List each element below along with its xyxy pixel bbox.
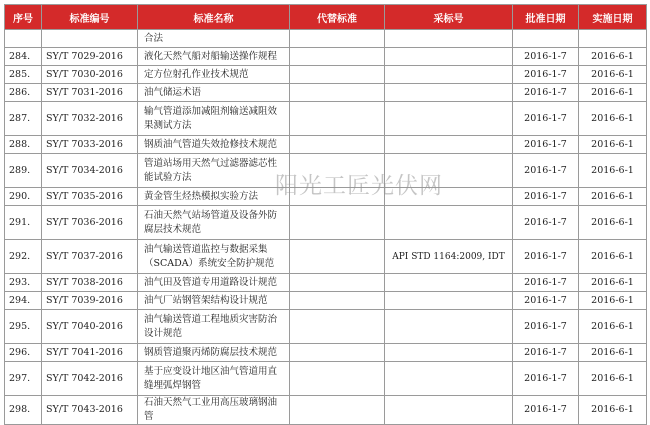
cell-code: SY/T 7031-2016 <box>42 84 138 102</box>
cell-name: 钢质管道聚丙烯防腐层技术规范 <box>138 344 290 362</box>
cell-replaced <box>290 154 385 188</box>
cell-code: SY/T 7043-2016 <box>42 396 138 425</box>
table-row <box>5 48 647 66</box>
cell-implement-date: 2016-6-1 <box>579 274 647 292</box>
cell-replaced <box>290 274 385 292</box>
cell-code: SY/T 7029-2016 <box>42 48 138 66</box>
cell-name: 输气管道添加减阻剂输送减阻效果测试方法 <box>138 102 290 136</box>
table-row <box>5 310 647 344</box>
table-row <box>5 66 647 84</box>
table-row <box>5 396 647 425</box>
cell-name: 石油天然气站场管道及设备外防腐层技术规范 <box>138 206 290 240</box>
cell-approve-date: 2016-1-7 <box>513 136 579 154</box>
table-row <box>5 362 647 396</box>
cell-name: 合法 <box>138 30 290 48</box>
cell-adopted <box>385 310 513 344</box>
cell-adopted <box>385 66 513 84</box>
cell-name: 管道站场用天然气过滤器滤芯性能试验方法 <box>138 154 290 188</box>
header-name: 标准名称 <box>138 5 290 30</box>
cell-replaced <box>290 396 385 425</box>
cell-code: SY/T 7034-2016 <box>42 154 138 188</box>
cell-no: 292. <box>5 240 42 274</box>
cell-replaced <box>290 188 385 206</box>
cell-approve-date: 2016-1-7 <box>513 362 579 396</box>
cell-implement-date: 2016-6-1 <box>579 136 647 154</box>
cell-adopted <box>385 136 513 154</box>
cell-name: 定方位射孔作业技术规范 <box>138 66 290 84</box>
cell-replaced <box>290 48 385 66</box>
table-row <box>5 240 647 274</box>
cell-code: SY/T 7037-2016 <box>42 240 138 274</box>
cell-approve-date: 2016-1-7 <box>513 154 579 188</box>
cell-adopted: API STD 1164:2009, IDT <box>385 240 513 274</box>
cell-adopted <box>385 344 513 362</box>
cell-no: 286. <box>5 84 42 102</box>
cell-no <box>5 30 42 48</box>
cell-approve-date: 2016-1-7 <box>513 310 579 344</box>
table-row <box>5 206 647 240</box>
cell-approve-date: 2016-1-7 <box>513 396 579 425</box>
cell-name: 油气输送管道工程地质灾害防治设计规范 <box>138 310 290 344</box>
cell-approve-date: 2016-1-7 <box>513 102 579 136</box>
cell-code <box>42 30 138 48</box>
cell-approve-date: 2016-1-7 <box>513 292 579 310</box>
cell-no: 297. <box>5 362 42 396</box>
cell-code: SY/T 7039-2016 <box>42 292 138 310</box>
cell-no: 289. <box>5 154 42 188</box>
cell-implement-date: 2016-6-1 <box>579 188 647 206</box>
header-adopted: 采标号 <box>385 5 513 30</box>
cell-replaced <box>290 84 385 102</box>
cell-replaced <box>290 310 385 344</box>
cell-no: 288. <box>5 136 42 154</box>
cell-no: 294. <box>5 292 42 310</box>
cell-approve-date: 2016-1-7 <box>513 206 579 240</box>
cell-implement-date: 2016-6-1 <box>579 84 647 102</box>
cell-approve-date: 2016-1-7 <box>513 48 579 66</box>
cell-replaced <box>290 240 385 274</box>
cell-approve-date: 2016-1-7 <box>513 188 579 206</box>
table-row <box>5 136 647 154</box>
cell-no: 290. <box>5 188 42 206</box>
cell-adopted <box>385 396 513 425</box>
cell-name: 油气厂站钢管架结构设计规范 <box>138 292 290 310</box>
cell-implement-date: 2016-6-1 <box>579 102 647 136</box>
cell-adopted <box>385 30 513 48</box>
cell-name: 黄金管生烃热模拟实验方法 <box>138 188 290 206</box>
cell-approve-date: 2016-1-7 <box>513 84 579 102</box>
header-code: 标准编号 <box>42 5 138 30</box>
table-row <box>5 292 647 310</box>
table-row <box>5 344 647 362</box>
continuation-row <box>5 30 647 48</box>
cell-replaced <box>290 292 385 310</box>
cell-code: SY/T 7033-2016 <box>42 136 138 154</box>
cell-implement-date: 2016-6-1 <box>579 362 647 396</box>
cell-approve-date: 2016-1-7 <box>513 240 579 274</box>
watermark: 阳光工匠光伏网 <box>275 173 443 199</box>
cell-code: SY/T 7032-2016 <box>42 102 138 136</box>
cell-code: SY/T 7040-2016 <box>42 310 138 344</box>
cell-replaced <box>290 136 385 154</box>
cell-implement-date: 2016-6-1 <box>579 48 647 66</box>
table-row <box>5 84 647 102</box>
cell-approve-date: 2016-1-7 <box>513 274 579 292</box>
cell-replaced <box>290 66 385 84</box>
cell-no: 287. <box>5 102 42 136</box>
cell-replaced <box>290 344 385 362</box>
cell-adopted <box>385 102 513 136</box>
cell-implement-date: 2016-6-1 <box>579 154 647 188</box>
header-implement-date: 实施日期 <box>579 5 647 30</box>
cell-no: 296. <box>5 344 42 362</box>
cell-adopted <box>385 362 513 396</box>
header-row <box>5 5 647 30</box>
cell-implement-date: 2016-6-1 <box>579 240 647 274</box>
cell-implement-date <box>579 30 647 48</box>
cell-code: SY/T 7038-2016 <box>42 274 138 292</box>
cell-implement-date: 2016-6-1 <box>579 206 647 240</box>
cell-implement-date: 2016-6-1 <box>579 344 647 362</box>
cell-no: 293. <box>5 274 42 292</box>
cell-implement-date: 2016-6-1 <box>579 396 647 425</box>
cell-adopted <box>385 48 513 66</box>
cell-no: 285. <box>5 66 42 84</box>
header-no: 序号 <box>5 5 42 30</box>
cell-adopted <box>385 274 513 292</box>
cell-name: 基于应变设计地区油气管道用直缝埋弧焊钢管 <box>138 362 290 396</box>
cell-implement-date: 2016-6-1 <box>579 292 647 310</box>
cell-approve-date <box>513 30 579 48</box>
cell-name: 油气储运术语 <box>138 84 290 102</box>
header-replaced: 代替标准 <box>290 5 385 30</box>
cell-approve-date: 2016-1-7 <box>513 344 579 362</box>
cell-adopted <box>385 292 513 310</box>
table-row <box>5 188 647 206</box>
table-row <box>5 154 647 188</box>
cell-no: 298. <box>5 396 42 425</box>
cell-code: SY/T 7030-2016 <box>42 66 138 84</box>
cell-replaced <box>290 102 385 136</box>
cell-implement-date: 2016-6-1 <box>579 310 647 344</box>
cell-implement-date: 2016-6-1 <box>579 66 647 84</box>
table-row <box>5 274 647 292</box>
cell-approve-date: 2016-1-7 <box>513 66 579 84</box>
cell-name: 液化天然气船对船输送操作规程 <box>138 48 290 66</box>
cell-replaced <box>290 206 385 240</box>
cell-no: 291. <box>5 206 42 240</box>
cell-name: 油气输送管道监控与数据采集（SCADA）系统安全防护规范 <box>138 240 290 274</box>
cell-code: SY/T 7041-2016 <box>42 344 138 362</box>
cell-name: 钢质油气管道失效抢修技术规范 <box>138 136 290 154</box>
cell-name: 石油天然气工业用高压玻璃钢油管 <box>138 396 290 425</box>
cell-code: SY/T 7035-2016 <box>42 188 138 206</box>
cell-code: SY/T 7036-2016 <box>42 206 138 240</box>
cell-adopted <box>385 206 513 240</box>
cell-no: 295. <box>5 310 42 344</box>
cell-replaced <box>290 30 385 48</box>
header-approve-date: 批准日期 <box>513 5 579 30</box>
cell-name: 油气田及管道专用道路设计规范 <box>138 274 290 292</box>
cell-adopted <box>385 84 513 102</box>
cell-replaced <box>290 362 385 396</box>
standards-table <box>4 4 647 425</box>
cell-code: SY/T 7042-2016 <box>42 362 138 396</box>
table-row <box>5 102 647 136</box>
cell-adopted <box>385 154 513 188</box>
cell-adopted <box>385 188 513 206</box>
cell-no: 284. <box>5 48 42 66</box>
